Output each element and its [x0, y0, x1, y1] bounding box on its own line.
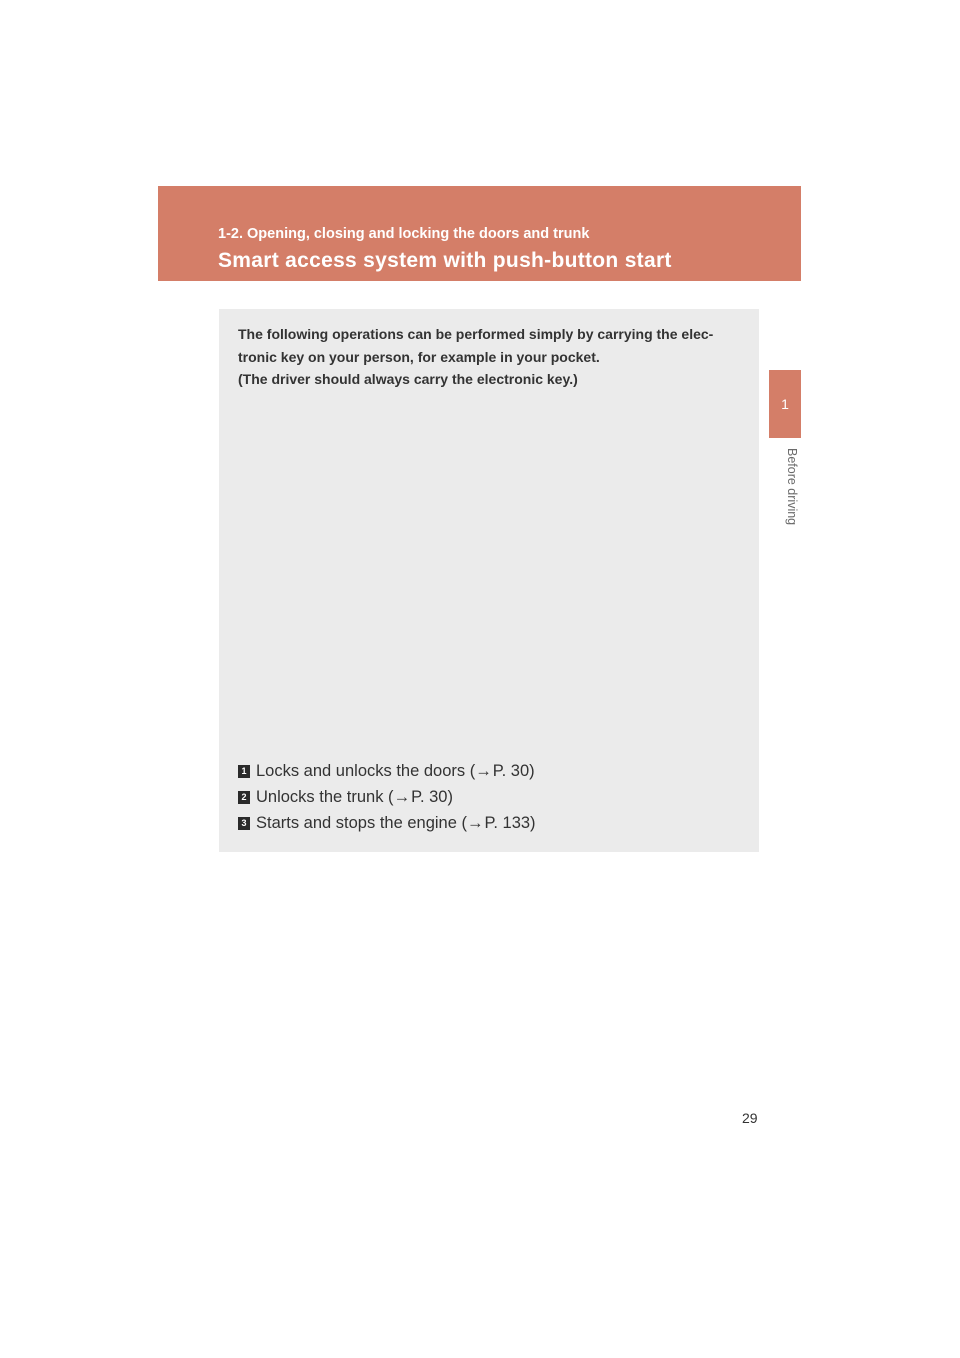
page-reference-link[interactable]: P. 30)	[411, 787, 453, 806]
page-reference-link[interactable]: P. 30)	[492, 761, 535, 780]
list-item	[238, 758, 744, 784]
page-number: 29	[742, 1110, 758, 1126]
intro-text	[238, 323, 744, 391]
header-band	[158, 186, 801, 281]
item-text: Starts and stops the engine (	[256, 813, 467, 832]
chapter-tab[interactable]	[769, 370, 801, 438]
page-title: Smart access system with push-button start	[218, 249, 672, 272]
page-reference-link[interactable]: P. 133)	[484, 813, 536, 832]
number-badge: 1	[238, 765, 250, 778]
list-item	[238, 784, 744, 810]
intro-paragraph: The following operations can be performed simply by carrying the elec-tronic key on your person, for example in your pocket.	[238, 326, 714, 365]
feature-list	[238, 758, 744, 836]
content-panel	[219, 309, 759, 852]
number-badge: 3	[238, 817, 250, 830]
section-label: 1-2. Opening, closing and locking the doors and trunk	[218, 226, 590, 242]
arrow-right-icon: →	[475, 761, 492, 780]
arrow-right-icon: →	[393, 787, 411, 806]
list-item	[238, 810, 744, 836]
arrow-right-icon: →	[466, 813, 484, 832]
intro-note: (The driver should always carry the electronic key.)	[238, 371, 578, 387]
number-badge: 2	[238, 791, 250, 804]
chapter-label: Before driving	[785, 448, 799, 526]
item-text: Unlocks the trunk (	[256, 787, 394, 806]
chapter-number: 1	[781, 396, 789, 412]
item-text: Locks and unlocks the doors (	[256, 761, 476, 780]
